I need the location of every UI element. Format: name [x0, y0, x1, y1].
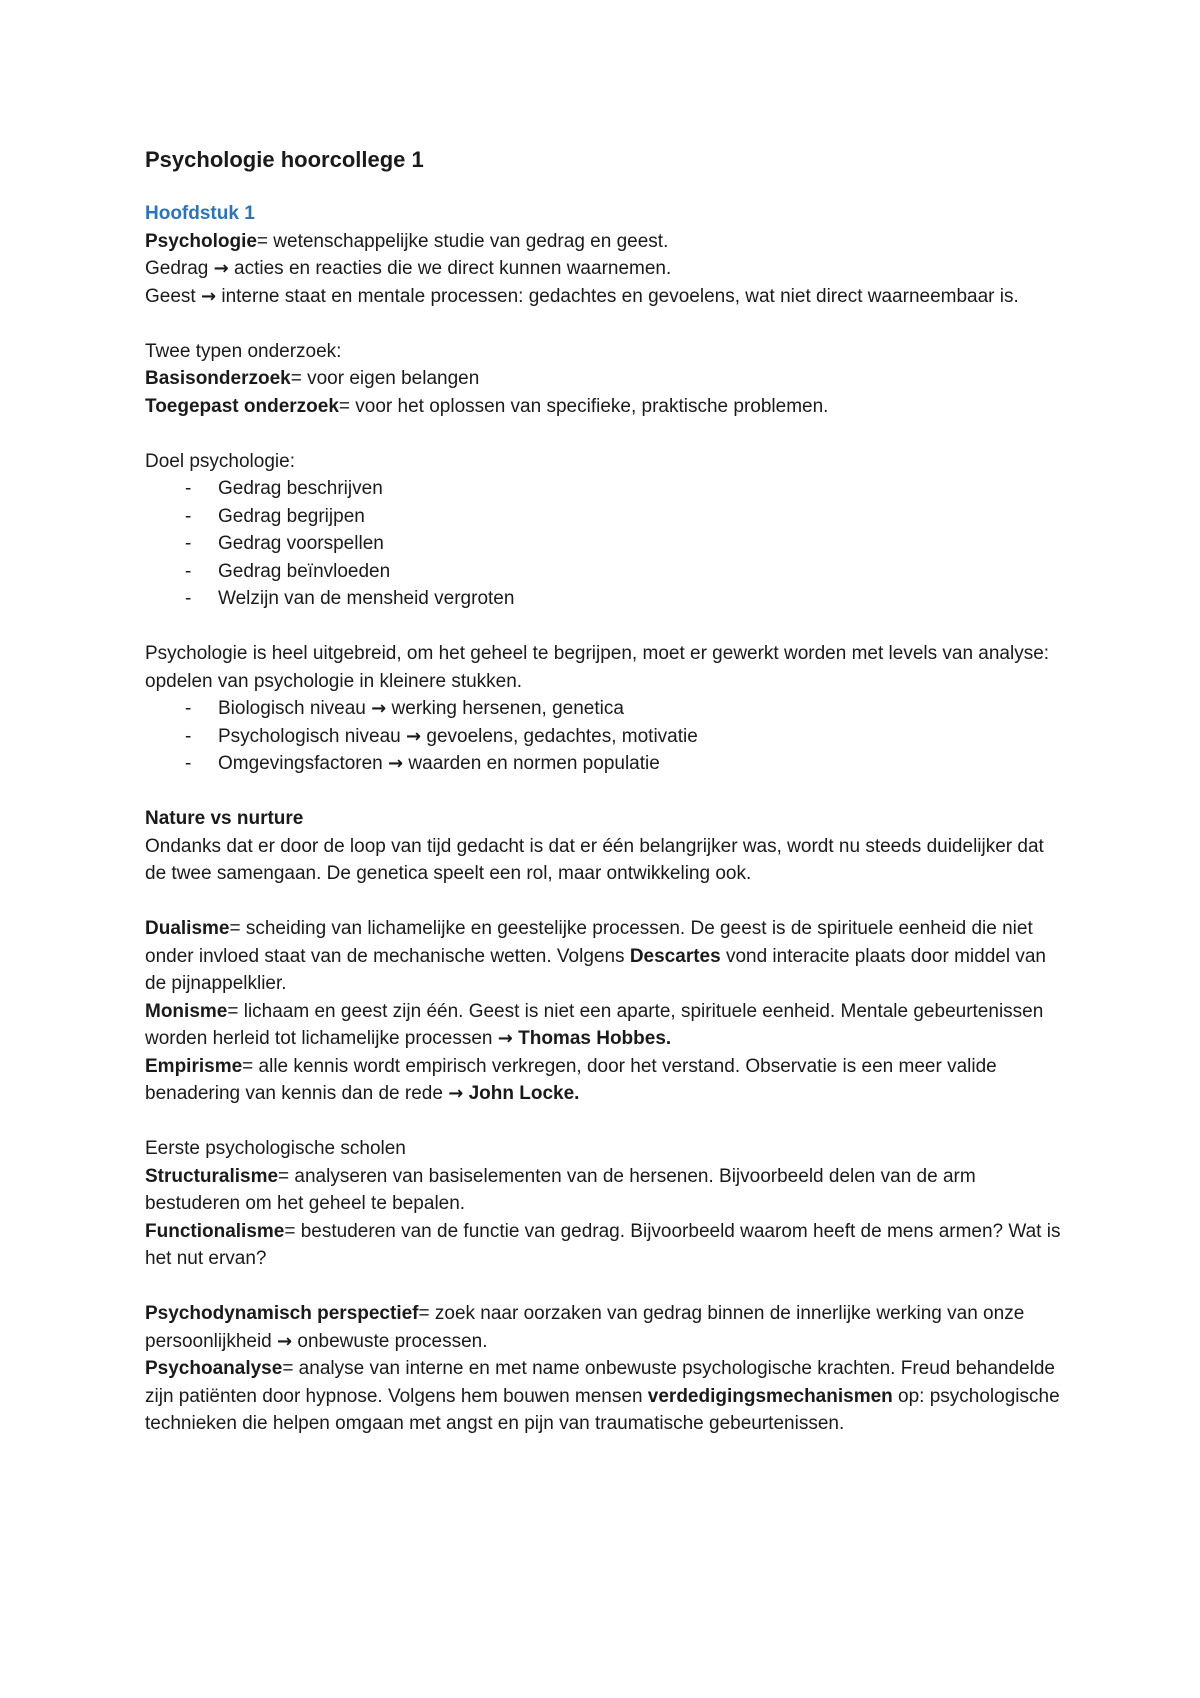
- list-item: - Gedrag voorspellen: [185, 533, 384, 554]
- definition-structuralisme: Structuralisme= analyseren van basiselementen van de hersenen. Bijvoorbeeld delen van de arm bestuderen om het geheel te bepalen.: [145, 1165, 976, 1214]
- nature-text: Ondanks dat er door de loop van tijd gedacht is dat er één belangrijker was, wordt nu steeds duidelijker dat de twee samengaan. De genetica speelt een rol, maar ontwikkeling ook.: [145, 835, 1044, 884]
- document-body: [145, 145, 1065, 1438]
- definition-dualisme: Dualisme= scheiding van lichamelijke en geestelijke processen. De geest is de spirituele eenheid die niet onder invloed staat van de mechanische wetten. Volgens Descartes vond interacite plaats door middel van de pijnappelklier.: [145, 918, 1046, 994]
- term-psychologie: Psychologie: [145, 230, 257, 252]
- definition-toegepast-onderzoek: Toegepast onderzoek= voor het oplossen van specifieke, praktische problemen.: [145, 395, 829, 417]
- arrow-icon: →: [371, 698, 387, 719]
- research-heading: Twee typen onderzoek:: [145, 340, 342, 362]
- arrow-icon: →: [448, 1083, 464, 1104]
- arrow-icon: →: [200, 285, 217, 307]
- list-item: - Psychologisch niveau → gevoelens, gedachtes, motivatie: [185, 725, 698, 747]
- levels-list: [145, 695, 1065, 778]
- schools-heading: Eerste psychologische scholen: [145, 1138, 406, 1159]
- arrow-icon: →: [277, 1330, 293, 1352]
- levels-intro: Psychologie is heel uitgebreid, om het geheel te begrijpen, moet er gewerkt worden met levels van analyse: opdelen van psychologie in kleinere stukken.: [145, 643, 1050, 692]
- list-item: - Biologisch niveau → werking hersenen, genetica: [185, 698, 624, 719]
- document-title: Psychologie hoorcollege 1: [145, 147, 424, 172]
- goals-heading: Doel psychologie:: [145, 450, 295, 472]
- definition-monisme: Monisme= lichaam en geest zijn één. Geest is niet een aparte, spirituele eenheid. Mentale gebeurtenissen worden herleid tot lichamelijke processen → Thomas Hobbes.: [145, 1000, 1044, 1049]
- arrow-icon: →: [406, 725, 422, 747]
- list-item: - Gedrag beschrijven: [185, 478, 383, 499]
- chapter-heading: Hoofdstuk 1: [145, 203, 255, 224]
- list-item: - Gedrag begrijpen: [185, 505, 365, 527]
- arrow-icon: →: [388, 753, 404, 774]
- definition-geest: Geest → interne staat en mentale processen: gedachtes en gevoelens, wat niet direct waarneembaar is.: [145, 285, 1019, 307]
- arrow-icon: →: [213, 258, 229, 279]
- list-item: - Gedrag beïnvloeden: [185, 560, 391, 582]
- list-item: - Welzijn van de mensheid vergroten: [185, 588, 515, 609]
- arrow-icon: →: [497, 1028, 513, 1049]
- list-item: - Omgevingsfactoren → waarden en normen populatie: [185, 753, 660, 774]
- definition-basisonderzoek: Basisonderzoek= voor eigen belangen: [145, 368, 480, 389]
- definition-functionalisme: Functionalisme= bestuderen van de functie van gedrag. Bijvoorbeeld waarom heeft de mens armen? Wat is het nut ervan?: [145, 1220, 1061, 1269]
- definition-psychoanalyse: Psychoanalyse= analyse van interne en met name onbewuste psychologische krachten. Freud behandelde zijn patiënten door hypnose. Volgens hem bouwen mensen verdedigingsmechanismen op: psychologische technieken die helpen omgaan met angst en pijn van traumatische gebeurtenissen.: [145, 1358, 1060, 1434]
- definition-psychodynamisch: Psychodynamisch perspectief= zoek naar oorzaken van gedrag binnen de innerlijke werking van onze persoonlijkheid → onbewuste processen.: [145, 1303, 1025, 1352]
- nature-heading: Nature vs nurture: [145, 808, 304, 829]
- definition-gedrag: Gedrag → acties en reacties die we direct kunnen waarnemen.: [145, 258, 672, 279]
- definition-psychologie: Psychologie= wetenschappelijke studie van gedrag en geest.: [145, 230, 669, 252]
- goals-list: [145, 475, 1065, 613]
- definition-empirisme: Empirisme= alle kennis wordt empirisch verkregen, door het verstand. Observatie is een meer valide benadering van kennis dan de rede → John Locke.: [145, 1055, 997, 1104]
